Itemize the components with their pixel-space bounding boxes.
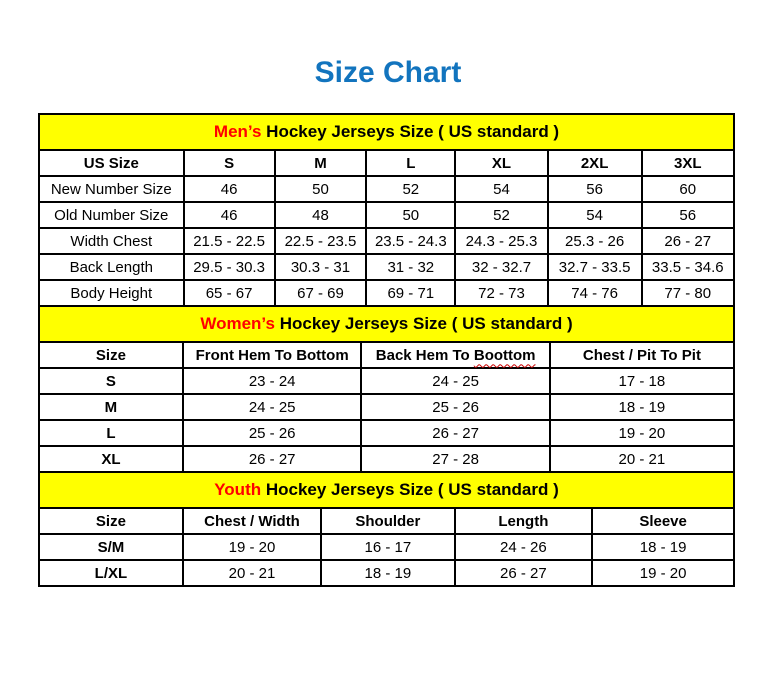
size-value-cell: 46 [184, 202, 275, 228]
table-row [39, 394, 734, 420]
size-value-cell: 72 - 73 [455, 280, 547, 306]
youth-size-table [38, 471, 735, 587]
size-value-cell: 50 [275, 176, 367, 202]
size-value-cell: 29.5 - 30.3 [184, 254, 275, 280]
row-label: Old Number Size [39, 202, 184, 228]
size-value-cell: 56 [548, 176, 642, 202]
table-row [39, 560, 734, 586]
size-value-cell: 26 - 27 [361, 420, 549, 446]
size-value-cell: 26 - 27 [455, 560, 593, 586]
table-row [39, 254, 734, 280]
column-header: Chest / Width [183, 508, 321, 534]
mens-section-rest: Hockey Jerseys Size ( US standard ) [261, 122, 560, 141]
size-value-cell: 26 - 27 [642, 228, 734, 254]
mens-column-header-row [39, 150, 734, 176]
mens-section-header [39, 114, 734, 150]
column-header: S [184, 150, 275, 176]
table-row [39, 534, 734, 560]
size-value-cell: 18 - 19 [550, 394, 734, 420]
table-row [39, 228, 734, 254]
size-value-cell: 56 [642, 202, 734, 228]
row-label: Back Length [39, 254, 184, 280]
size-chart-tables [0, 113, 776, 587]
size-value-cell: 67 - 69 [275, 280, 367, 306]
size-value-cell: 46 [184, 176, 275, 202]
size-value-cell: 19 - 20 [550, 420, 734, 446]
size-value-cell: 20 - 21 [550, 446, 734, 472]
column-header: Front Hem To Bottom [183, 342, 362, 368]
row-label: XL [39, 446, 183, 472]
size-value-cell: 48 [275, 202, 367, 228]
size-value-cell: 23 - 24 [183, 368, 362, 394]
mens-size-table [38, 113, 735, 307]
womens-section-header-row [39, 306, 734, 342]
size-value-cell: 24.3 - 25.3 [455, 228, 547, 254]
table-row [39, 202, 734, 228]
column-header: Size [39, 342, 183, 368]
row-label: L [39, 420, 183, 446]
size-value-cell: 24 - 25 [183, 394, 362, 420]
size-value-cell: 22.5 - 23.5 [275, 228, 367, 254]
column-header: L [366, 150, 455, 176]
column-header: Length [455, 508, 593, 534]
youth-section-header-row [39, 472, 734, 508]
size-value-cell: 60 [642, 176, 734, 202]
size-value-cell: 25 - 26 [361, 394, 549, 420]
size-value-cell: 32 - 32.7 [455, 254, 547, 280]
row-label: Body Height [39, 280, 184, 306]
size-value-cell: 16 - 17 [321, 534, 454, 560]
size-value-cell: 19 - 20 [183, 534, 321, 560]
size-value-cell: 19 - 20 [592, 560, 734, 586]
size-value-cell: 54 [455, 176, 547, 202]
size-value-cell: 24 - 26 [455, 534, 593, 560]
mens-section-red-word: Men’s [213, 122, 262, 141]
column-header: Sleeve [592, 508, 734, 534]
table-row [39, 420, 734, 446]
size-value-cell: 21.5 - 22.5 [184, 228, 275, 254]
size-value-cell: 25 - 26 [183, 420, 362, 446]
page-title: Size Chart [314, 56, 462, 89]
size-value-cell: 50 [366, 202, 455, 228]
column-header: Shoulder [321, 508, 454, 534]
size-value-cell: 25.3 - 26 [548, 228, 642, 254]
youth-section-header [39, 472, 734, 508]
column-header: 3XL [642, 150, 734, 176]
youth-section-rest: Hockey Jerseys Size ( US standard ) [261, 480, 559, 499]
size-value-cell: 30.3 - 31 [275, 254, 367, 280]
row-label: S [39, 368, 183, 394]
size-value-cell: 18 - 19 [321, 560, 454, 586]
column-header: 2XL [548, 150, 642, 176]
size-value-cell: 74 - 76 [548, 280, 642, 306]
size-value-cell: 52 [455, 202, 547, 228]
row-label: New Number Size [39, 176, 184, 202]
column-header [361, 342, 549, 368]
column-header: US Size [39, 150, 184, 176]
table-row [39, 446, 734, 472]
womens-section-header [39, 306, 734, 342]
size-value-cell: 24 - 25 [361, 368, 549, 394]
womens-section-rest: Hockey Jerseys Size ( US standard ) [274, 314, 573, 333]
size-value-cell: 23.5 - 24.3 [366, 228, 455, 254]
row-label: S/M [39, 534, 183, 560]
column-header: XL [455, 150, 547, 176]
column-header-text: Back Hem To [375, 346, 474, 364]
row-label: M [39, 394, 183, 420]
size-value-cell: 26 - 27 [183, 446, 362, 472]
size-value-cell: 27 - 28 [361, 446, 549, 472]
size-value-cell: 69 - 71 [366, 280, 455, 306]
womens-column-header-row [39, 342, 734, 368]
size-value-cell: 20 - 21 [183, 560, 321, 586]
size-value-cell: 17 - 18 [550, 368, 734, 394]
column-header: Size [39, 508, 183, 534]
misspelled-word-wavy-underline: Boottom [473, 346, 536, 364]
size-value-cell: 77 - 80 [642, 280, 734, 306]
womens-section-red-word: Women’s [200, 314, 275, 333]
youth-section-red-word: Youth [214, 480, 262, 499]
size-value-cell: 18 - 19 [592, 534, 734, 560]
youth-column-header-row [39, 508, 734, 534]
column-header: Chest / Pit To Pit [550, 342, 734, 368]
size-value-cell: 31 - 32 [366, 254, 455, 280]
size-value-cell: 32.7 - 33.5 [548, 254, 642, 280]
table-row [39, 368, 734, 394]
size-value-cell: 52 [366, 176, 455, 202]
size-value-cell: 54 [548, 202, 642, 228]
column-header: M [275, 150, 367, 176]
size-value-cell: 65 - 67 [184, 280, 275, 306]
row-label: Width Chest [39, 228, 184, 254]
row-label: L/XL [39, 560, 183, 586]
table-row [39, 280, 734, 306]
mens-section-header-row [39, 114, 734, 150]
size-value-cell: 33.5 - 34.6 [642, 254, 734, 280]
womens-size-table [38, 305, 735, 473]
table-row [39, 176, 734, 202]
